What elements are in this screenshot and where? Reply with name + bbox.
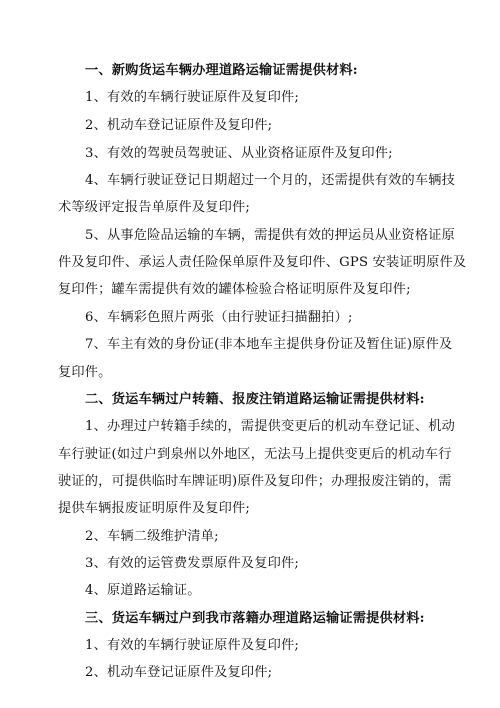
paragraph-line: 6、车辆彩色照片两张（由行驶证扫描翻拍）; [85, 310, 353, 325]
paragraph-line: 3、有效的驾驶员驾驶证、从业资格证原件及复印件; [85, 146, 393, 161]
paragraph-line: 4、车辆行驶证登记日期超过一个月的，还需提供有效的车辆技 [85, 173, 456, 188]
paragraph-line: 术等级评定报告单原件及复印件; [58, 200, 251, 215]
paragraph-line: 提供车辆报废证明原件及复印件; [58, 501, 251, 516]
section-heading-3: 三、货运车辆过户到我市落籍办理道路运输证需提供材料: [85, 611, 425, 626]
paragraph-line: 4、原道路运输证。 [85, 583, 201, 598]
paragraph-line: 1、有效的车辆行驶证原件及复印件; [85, 638, 300, 653]
paragraph-line: 2、车辆二级维护清单; [85, 529, 219, 544]
paragraph-line: 5、从事危险品运输的车辆，需提供有效的押运员从业资格证原 [85, 228, 456, 243]
section-heading-1: 一、新购货运车辆办理道路运输证需提供材料: [85, 63, 358, 78]
paragraph-line: 件及复印件、承运人责任险保单原件及复印件、GPS 安装证明原件及 [58, 255, 467, 270]
paragraph-line: 2、机动车登记证原件及复印件; [85, 665, 273, 680]
paragraph-line: 复印件；罐车需提供有效的罐体检验合格证明原件及复印件; [58, 282, 411, 297]
paragraph-line: 1、办理过户转籍手续的，需提供变更后的机动车登记证、机动 [85, 419, 456, 434]
section-heading-2: 二、货运车辆过户转籍、报废注销道路运输证需提供材料: [85, 392, 425, 407]
paragraph-line: 3、有效的运管费发票原件及复印件; [85, 556, 300, 571]
paragraph-line: 1、有效的车辆行驶证原件及复印件; [85, 90, 300, 105]
paragraph-line: 驶证的，可提供临时车牌证明)原件及复印件；办理报废注销的，需 [58, 474, 452, 489]
paragraph-line: 7、车主有效的身份证(非本地车主提供身份证及暂住证)原件及 [85, 337, 453, 352]
paragraph-line: 2、机动车登记证原件及复印件; [85, 118, 273, 133]
paragraph-line: 复印件。 [58, 365, 112, 380]
paragraph-line: 车行驶证(如过户到泉州以外地区，无法马上提供变更后的机动车行 [58, 447, 452, 462]
